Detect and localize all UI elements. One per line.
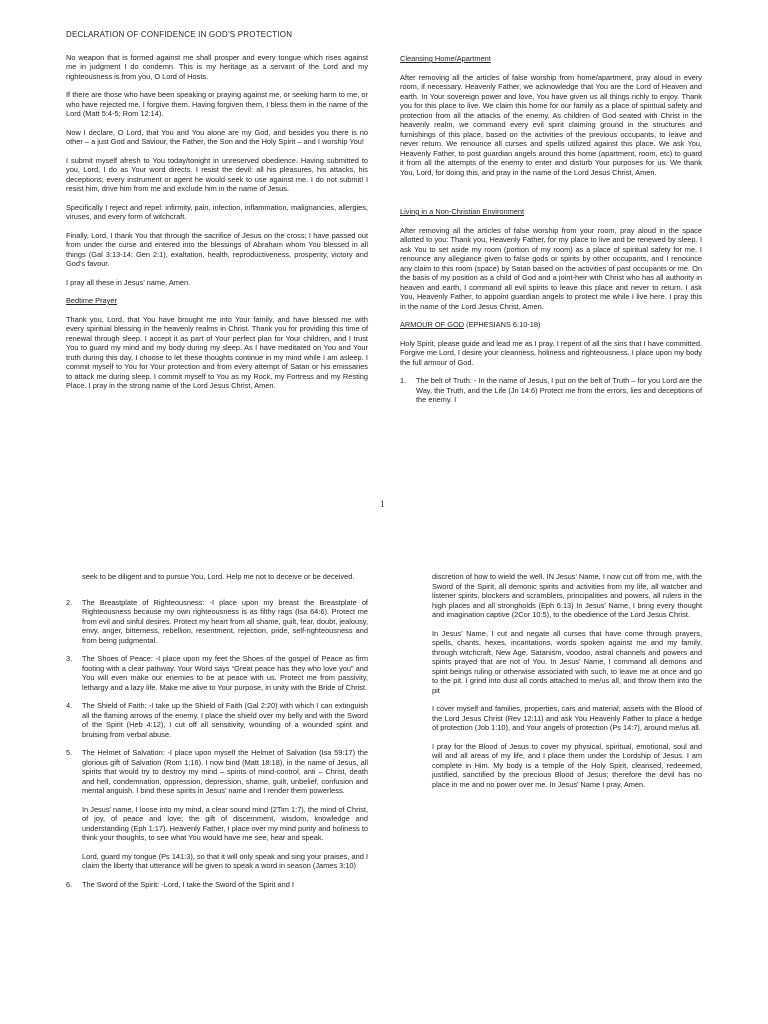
armour-list (400, 376, 702, 405)
armour-intro: Holy Spirit, please guide and lead me as I pray. I repent of all the sins that I have committed. Forgive me Lord, I desire your cleanness, holiness and righteousness. I place upon my body the full armour of God. (400, 338, 702, 367)
cleansing-home-heading: Cleansing Home/Apartment (400, 54, 491, 63)
armour-list-item-6 (66, 880, 368, 890)
armour-of-god-heading (400, 320, 702, 330)
list-text: The belt of Truth: - In the name of Jesus, I put on the belt of Truth – for you Lord are the Way, the Truth, and the Life (Jn 14:6) Protect me from the errors, lies and deceptions of the enemy. I (416, 376, 702, 404)
list-number: 5. (66, 748, 73, 757)
document-title: DECLARATION OF CONFIDENCE IN GOD’S PROTECTION (66, 30, 293, 39)
continuation-text: seek to be diligent and to pursue You, Lord. Help me not to deceive or be deceived. (82, 572, 355, 581)
paragraph: Specifically I reject and repel: infirmity, pain, infection, inflammation, malignancies, allergies, viruses, and every form of witchcraft. (66, 202, 368, 221)
paragraph: I submit myself afresh to You today/tonight in unreserved obedience. Having submitted to you, Lord, I do as Your word directs. I resist the devil: all his pleasures, his attacks, his deceptions; every instrument or agent he would seek to use against me. I do not submit! I resist him, drive him from me and exclude him in the name of Jesus. (66, 155, 368, 193)
list-text: The Breastplate of Righteousness: -I place upon my breast the Breastplate of Righteousness because my own righteousness is as filthy rags (Isa 64:6). Protect me from evil and sinful desires. Protect my heart from all shame, guilt, fear, doubt, jealousy, envy, anger, bitterness, rebellion, resentment, rejection, pride, self-righteousness and from being judgmental. (82, 597, 368, 645)
list-item (66, 748, 368, 796)
indented-paragraph: In Jesus’ name, I loose into my mind, a clear sound mind (2Tim 1:7), the mind of Christ, of joy, of peace and love; the gift of discernment, wisdom, knowledge and understanding (Eph 1:17). Heavenly Father, I place over my mind purity and holiness to think your thoughts, to see what You would have me see, hear and speak. (82, 804, 368, 842)
list-item (66, 880, 368, 890)
page-number: 1 (380, 499, 385, 509)
paragraph: No weapon that is formed against me shall prosper and every tongue which rises against me in judgment I do condemn. This is my heritage as a servant of the Lord and my righteousness is from you, O Lord of Hosts. (66, 52, 368, 81)
armour-heading-reference: (EPHESIANS 6:10-18) (464, 320, 541, 329)
list-text: The Sword of the Spirit: -Lord, I take the Sword of the Spirit and I (82, 879, 294, 889)
document-page-2 (0, 528, 768, 1024)
living-environment-text: After removing all the articles of false worship from your room, pray aloud in the space allotted to you: Thank you, Heavenly Father, for my place to live and be renewed by sleep. I ask You to set aside my room (portion of my room) as a place of spiritual safety for me. I renounce any allegiance given to false gods or spirits by other occupants, and I renounce any claim to this room (space) by Satan based on the activities of past occupants or me. On the basis of my position as a child of God and a joint-heir with Christ who has all authority in heaven and earth, I command all evil spirits to leave this place and never to return. I ask You, Heavenly Father, to appoint guardian angels to protect me while I live here. I pray this in the name of the Lord Jesus Christ, Amen. (400, 225, 702, 311)
list-item (66, 598, 368, 646)
living-environment-heading: Living in a Non-Christian Environment (400, 207, 525, 216)
paragraph: discretion of how to wield the well. IN Jesus’ Name, I now cut off from me, with the Sword of the Spirit, all demonic spirits and activities from my life, all watcher and listener spirits, blockers and scramblers, principalities and powers, all rulers in the high places and all strongholds (Eph 6:13) In Jesus’ Name, I bring every thought and imagination captive (2Cor 10:5), to the obedience of the Lord Jesus Christ. (432, 572, 702, 619)
list-item (66, 701, 368, 739)
list-item (400, 376, 702, 405)
paragraph: I pray for the Blood of Jesus to cover my physical, spiritual, emotional, soul and will and all areas of my life, and I place them under the Lordship of Jesus. I am complete in Him. My body is a temple of the Holy Spirit, cleansed, redeemed, justified, sanctified by the precious Blood of Jesus; therefore the devil has no place in me and no power over me. In Jesus’ Name I pray, Amen. (432, 741, 702, 789)
paragraph: In Jesus’ Name, I cut and negate all curses that have come through prayers, spells, chants, hexes, incantations, words spoken against me and my family, through witchcraft, New Age, Satanism, voodoo, astral channels and powers and spirits prayed that are not of You. In Jesus’ Name, I command all demons and spirit beings ruling or otherwise associated with such, to leave me at once and go to the pit. I grind into dust all cords attached to me/us all, and throw them into the pit (432, 628, 702, 695)
list-number: 4. (66, 701, 73, 710)
paragraph: If there are those who have been speaking or praying against me, or seeking harm to me, or who have rejected me, I forgive them. Having forgiven them, I bless them in the name of the Lord (Matt 5:4-5; Rom 12:14). (66, 90, 368, 118)
page-gap (0, 514, 768, 528)
paragraph: I pray all these in Jesus’ name, Amen. (66, 277, 191, 287)
page2-left-column (66, 572, 368, 898)
paragraph: I cover myself and families, properties, cars and material; assets with the Blood of the Lord Jesus Christ (Rev 12:11) and ask You Heavenly Father to place a hedge of protection (Job 1:10), and Your angels of protection (Ps 14:7), around me/us all. (432, 704, 702, 732)
page1-right-column (400, 54, 702, 414)
list-text: The Shoes of Peace: -I place upon my feet the Shoes of the gospel of Peace as firm footing with a clear pathway. Your Word says “Great peace has they who love you” and You will even make our enemies to be at peace with us. Protect me from passivity, lethargy and a lazy life. Make me alive to Your purpose, in unity with the Bride of Christ. (82, 654, 368, 692)
paragraph: Now I declare, O Lord, that You and You alone are my God, and besides you there is no other – a just God and Saviour, the Father, the Son and the Holy Spirit – and I worship You! (66, 127, 368, 146)
list-text: The Shield of Faith: -I take up the Shield of Faith (Gal 2:20) with which I can extinguish all the flaming arrows of the enemy. I place the shield over my belly and with the Sword of the Spirit (Heb 4:12), I cut off all sensitivity, wounding of a wounded spirit and bruising from verbal abuse. (82, 701, 368, 739)
armour-list-continued (66, 598, 368, 796)
bedtime-prayer-heading: Bedtime Prayer (66, 296, 117, 305)
list-number: 1. (400, 376, 407, 385)
page1-left-column (66, 30, 368, 400)
bedtime-prayer-text: Thank you, Lord, that You have brought me into Your family, and have blessed me with every spiritual blessing in the heavenly realms in Christ. Thank you for providing this time of renewal through sleep. I accept it as part of Your perfect plan for Your children, and I trust You to guard my mind and my body during my sleep. As I have meditated on You and Your truth during this day, I choose to let these thoughts continue in my mind while I am asleep. I commit myself to You for Your protection and from every attempt of Satan or his emissaries to attack me during sleep. I commit myself to You as my Rock, my Fortress and my Resting Place. I pray in the strong name of the Lord Jesus Christ, Amen. (66, 314, 368, 390)
paragraph: Finally, Lord, I thank You that through the sacrifice of Jesus on the cross; I have passed out from under the curse and entered into the blessings of Abraham whom You blessed in all things (Gal 3:13-14: Gen 2:1), exaltation, health, reproductiveness, prosperity, victory and God’s favour. (66, 230, 368, 268)
indented-paragraph: Lord, guard my tongue (Ps 141:3), so that it will only speak and sing your praises, and I claim the liberty that utterance will be given to speak a word in season (James 3:10) (82, 851, 368, 870)
list-item (66, 654, 368, 692)
armour-heading-main: ARMOUR OF GOD (400, 320, 465, 329)
list-number: 3. (66, 654, 73, 663)
cleansing-home-text: After removing all the articles of false worship from home/apartment, pray aloud in every room, if necessary. Heavenly Father, we acknowledge that You are the Lord of Heaven and earth. In Your sovereign power and love, You have given us all things richly to enjoy. Thank you for this place to live. We claim this home for our family as a place of spiritual safety and protection from all the attacks of the enemy. As children of God seated with Christ in the heavenly realm, we command every evil spirit claiming ground in the structures and furnishings of this place, based on the activities of the previous occupants, to leave and never return. We renounce all curses and spells utilized against this place. We ask You, Heavenly Father, to post guardian angels around this home (apartment, room, etc) to guard it from all the attempts of the enemy to enter and disturb Your purposes for us. We thank You, Lord, for doing this, and pray in the name of the Lord Jesus Christ, Amen. (400, 72, 702, 177)
list-number: 2. (66, 597, 73, 607)
page2-right-column (432, 572, 702, 798)
list-number: 6. (66, 879, 73, 889)
list-text: The Helmet of Salvation: -I place upon myself the Helmet of Salvation (Isa 59:17) the glorious gift of Salvation (Rom 1:16). I now bind (Matt 18:18), in the name of Jesus, all spirits that would try to destroy my mind – spirits of mind-control, anti – Christ, death and hell, condemnation, oppression, depression, shame, guilt, unbelief, confusion and mental anguish. I bind these spirits in Jesus’ name and I render them powerless. (82, 748, 368, 795)
